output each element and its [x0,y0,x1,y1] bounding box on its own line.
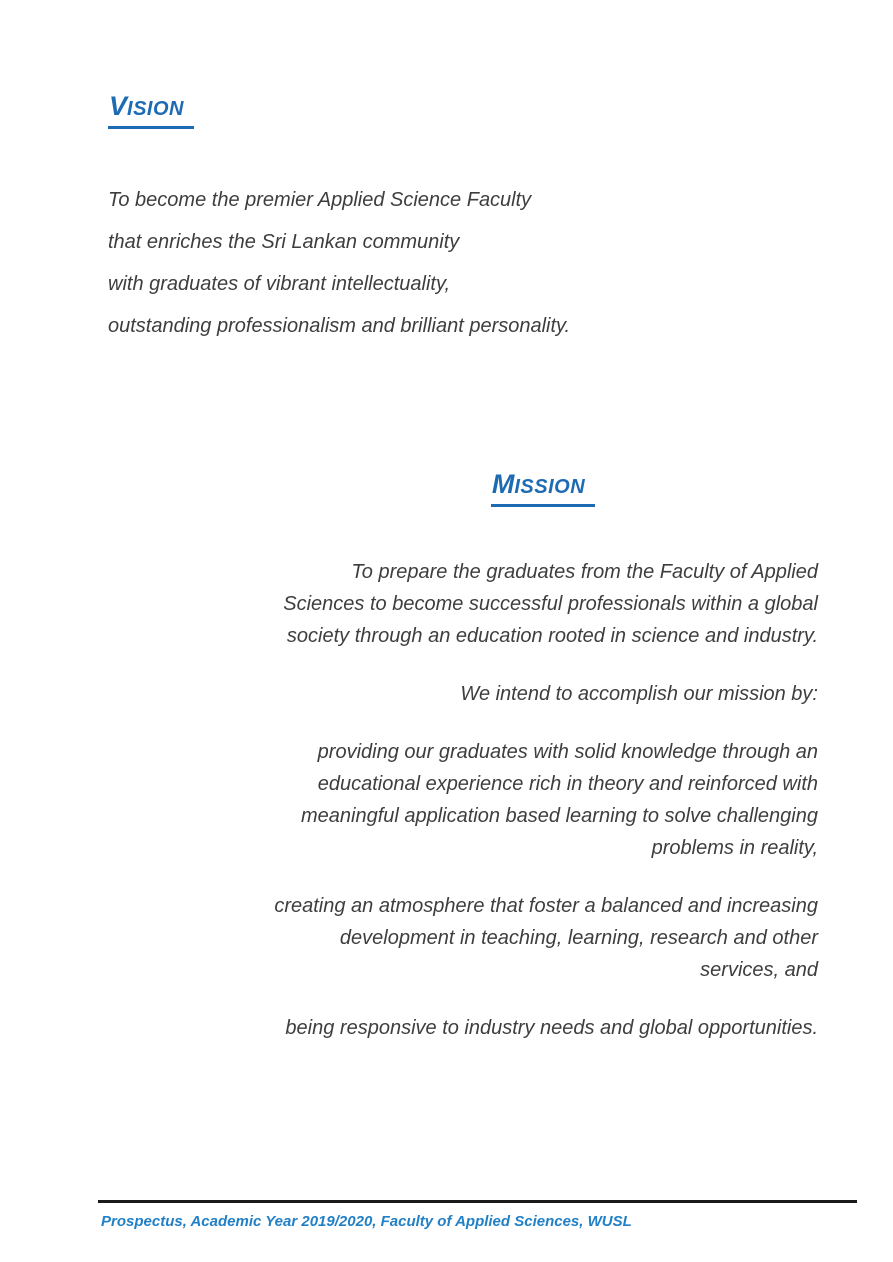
footer-text: Prospectus, Academic Year 2019/2020, Faculty of Applied Sciences, WUSL [101,1213,632,1230]
mission-heading-wrap [268,444,818,528]
vision-line: outstanding professionalism and brilliant personality. [108,315,571,338]
vision-line: To become the premier Applied Science Faculty [108,189,532,212]
mission-paragraph: providing our graduates with solid knowledge through an educational experience rich in theory and reinforced with meaningful application based learning to solve challenging problems in reality, [300,741,818,860]
vision-heading [108,87,194,128]
vision-line: with graduates of vibrant intellectuality, [108,273,451,296]
vision-heading-rest: ISION [127,98,184,121]
footer-rule [98,1200,857,1203]
mission-paragraph: being responsive to industry needs and global opportunities. [285,1017,818,1040]
vision-line: that enriches the Sri Lankan community [108,231,460,254]
vision-section [108,66,668,347]
mission-paragraph: creating an atmosphere that foster a balanced and increasing development in teaching, learning, research and other services, and [274,895,818,982]
mission-paragraph: To prepare the graduates from the Faculty of Applied Sciences to become successful professionals within a global society through an education rooted in science and industry. [283,561,818,648]
mission-heading-initial: M [491,469,515,500]
mission-heading-rest: ISSION [514,476,586,499]
mission-paragraph: We intend to accomplish our mission by: [460,683,818,706]
mission-paragraphs [268,556,818,1044]
mission-section [268,444,818,1070]
vision-heading-initial: V [109,91,128,122]
mission-heading [491,465,595,506]
vision-text [108,179,668,347]
